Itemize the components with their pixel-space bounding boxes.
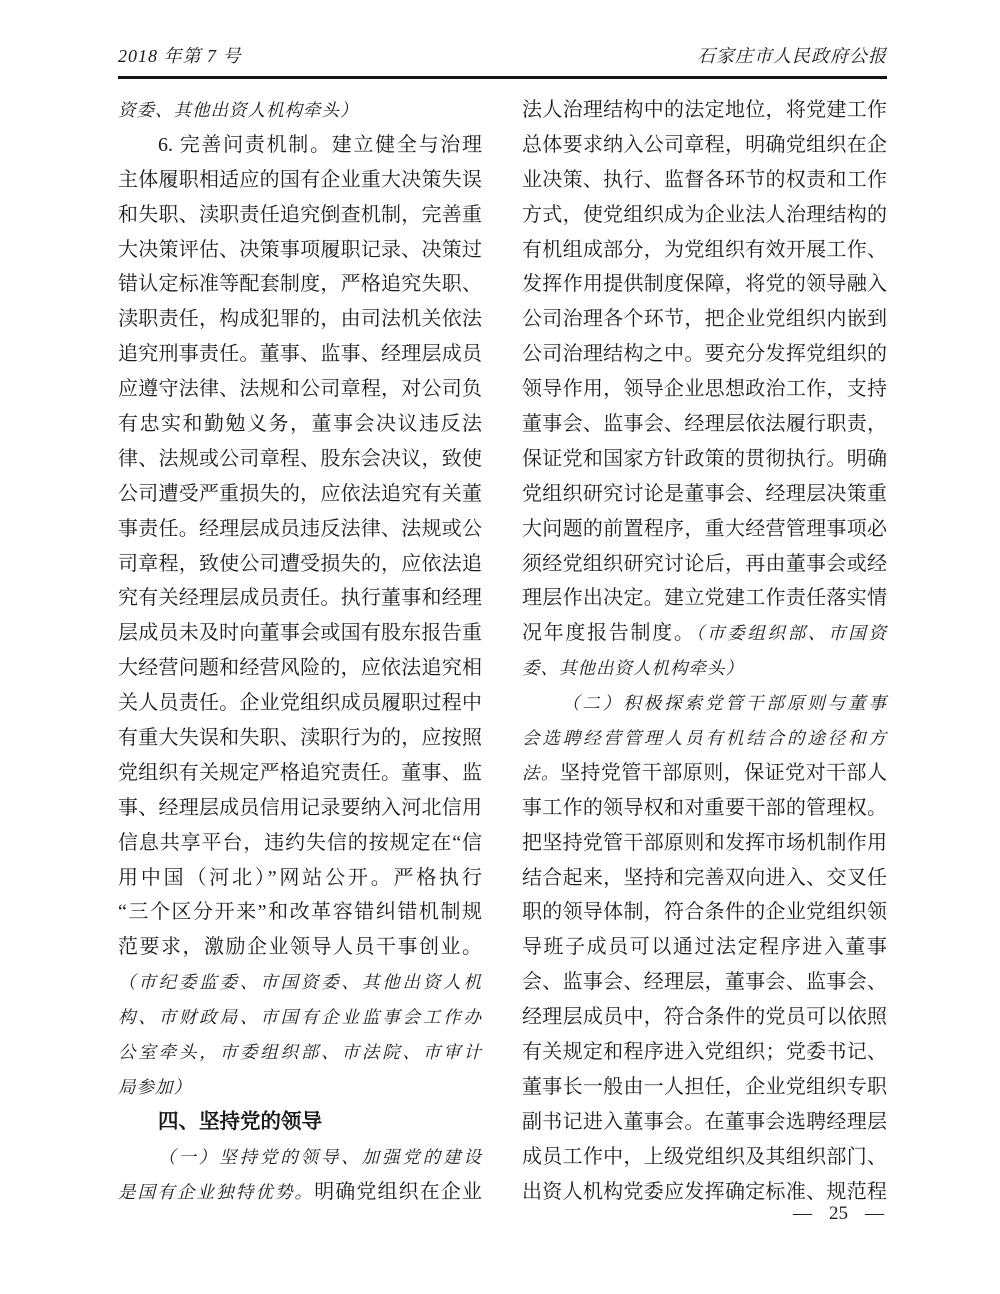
- text-segment: 有关规定和程序进入党组织；党委书记、: [522, 1041, 887, 1064]
- text-segment: 把坚持党管干部原则和发挥市场机制作用: [522, 831, 887, 854]
- text-segment: 大经营问题和经营风险的，应依法追究相: [118, 657, 482, 680]
- text-segment: 领导作用，领导企业思想政治工作，支持: [522, 378, 887, 401]
- text-line: [522, 965, 887, 1000]
- text-segment: 理层作出决定。建立党建工作责任落实情: [522, 587, 887, 610]
- text-line: [118, 1175, 482, 1210]
- text-segment: 坚持党管干部原则，保证党对干部人: [559, 761, 888, 784]
- text-segment: 和失职、渎职责任追究倒查机制，完善重: [118, 203, 482, 226]
- text-segment: 公司遭受严重损失的，应依法追究有关董: [118, 482, 482, 505]
- text-segment: 总体要求纳入公司章程，明确党组织在企: [522, 133, 887, 156]
- text-segment: （一）坚持党的领导、加强党的建设: [158, 1146, 482, 1167]
- text-segment: 发挥作用提供制度保障，将党的领导融入: [522, 273, 887, 296]
- text-line: [118, 686, 482, 721]
- text-line: [118, 233, 482, 268]
- text-line: [118, 930, 482, 965]
- text-segment: 有忠实和勤勉义务，董事会决议违反法: [118, 413, 482, 436]
- text-line: [522, 651, 887, 686]
- text-line: [522, 372, 887, 407]
- text-segment: 事、经理层成员信用记录要纳入河北信用: [118, 796, 482, 819]
- text-segment: 公司治理结构之中。要充分发挥党组织的: [522, 343, 887, 366]
- text-line: [522, 302, 887, 337]
- text-segment: 信息共享平台，违约失信的按规定在“信: [118, 831, 482, 854]
- text-segment: 公室牵头，市委组织部、市法院、市审计: [118, 1042, 482, 1063]
- text-segment: 董事会、监事会、经理层依法履行职责，: [522, 413, 887, 436]
- text-segment: 委、其他出资人机构牵头）: [522, 658, 744, 679]
- text-segment: 四、坚持党的领导: [158, 1109, 322, 1133]
- text-segment: 明确党组织在企业: [314, 1180, 483, 1203]
- text-line: [118, 267, 482, 302]
- text-segment: （市纪委监委、市国资委、其他出资人机: [118, 972, 482, 993]
- text-segment: 党组织有关规定严格追究责任。董事、监: [118, 761, 482, 784]
- text-segment: 保证党和国家方针政策的贯彻执行。明确: [522, 447, 887, 470]
- page-number: [793, 1203, 884, 1225]
- text-line: [118, 721, 482, 756]
- text-segment: 6. 完善问责机制。建立健全与治理: [158, 133, 482, 156]
- text-segment: 主体履职相适应的国有企业重大决策失误: [118, 168, 482, 191]
- text-line: [118, 407, 482, 442]
- text-segment: 局参加）: [118, 1076, 192, 1097]
- text-segment: （二）积极探索党管干部原则与董事: [562, 693, 887, 714]
- text-line: [118, 616, 482, 651]
- text-line: [522, 616, 887, 651]
- text-line: [118, 512, 482, 547]
- text-line: [522, 337, 887, 372]
- text-line: [522, 512, 887, 547]
- page-number-value: 25: [829, 1203, 848, 1224]
- text-segment: 有机组成部分，为党组织有效开展工作、: [522, 238, 887, 261]
- text-line: [118, 442, 482, 477]
- text-segment: 律、法规或公司章程、股东会决议，致使: [118, 447, 482, 470]
- text-segment: 应遵守法律、法规和公司章程，对公司负: [118, 378, 482, 401]
- page-header: [118, 42, 887, 68]
- text-segment: 法人治理结构中的法定地位，将党建工作: [522, 99, 887, 121]
- text-line: [522, 895, 887, 930]
- text-line: [522, 930, 887, 965]
- text-segment: 错认定标准等配套制度，严格追究失职、: [118, 273, 482, 296]
- text-segment: 资委、其他出资人机构牵头）: [118, 100, 359, 120]
- text-line: [118, 302, 482, 337]
- text-segment: 出资人机构党委应发挥确定标准、规范程: [522, 1180, 887, 1203]
- text-line: [118, 337, 482, 372]
- text-segment: 须经党组织研究讨论后，再由董事会或经: [522, 552, 887, 575]
- text-segment: 大决策评估、决策事项履职记录、决策过: [118, 238, 482, 261]
- text-segment: 关人员责任。企业党组织成员履职过程中: [118, 692, 482, 715]
- text-segment: 用中国（河北）”网站公开。严格执行: [118, 866, 482, 889]
- page-number-dash-left: —: [793, 1203, 812, 1224]
- text-line: [118, 1000, 482, 1035]
- text-line: [522, 861, 887, 896]
- text-line: [522, 791, 887, 826]
- text-line: [522, 547, 887, 582]
- text-line: [118, 1070, 482, 1105]
- text-segment: 究有关经理层成员责任。执行董事和经理: [118, 587, 482, 610]
- text-segment: 会选聘经营管理人员有机结合的途径和方: [522, 728, 887, 749]
- text-line: [118, 756, 482, 791]
- publication-title: 石家庄市人民政府公报: [697, 46, 887, 66]
- text-line: [118, 163, 482, 198]
- text-line: [118, 791, 482, 826]
- text-line: [118, 826, 482, 861]
- text-line: [522, 93, 887, 128]
- left-column: [118, 93, 482, 1210]
- text-line: [118, 651, 482, 686]
- text-line: [522, 721, 887, 756]
- text-segment: 司章程，致使公司遭受损失的，应依法追: [118, 552, 482, 575]
- text-segment: 方式，使党组织成为企业法人治理结构的: [522, 203, 887, 226]
- issue-label: 2018 年第 7 号: [118, 46, 242, 66]
- text-line: [522, 407, 887, 442]
- text-segment: 范要求，激励企业领导人员干事创业。: [118, 936, 482, 959]
- text-segment: 是国有企业独特优势。: [118, 1181, 315, 1202]
- text-line: [522, 686, 887, 721]
- text-line: [118, 1140, 482, 1175]
- text-line: [522, 233, 887, 268]
- text-line: [118, 547, 482, 582]
- text-line: [522, 442, 887, 477]
- text-segment: 成员工作中，上级党组织及其组织部门、: [522, 1145, 887, 1168]
- text-segment: 会、监事会、经理层，董事会、监事会、: [522, 971, 887, 994]
- text-line: [522, 198, 887, 233]
- text-segment: 业决策、执行、监督各环节的权责和工作: [522, 168, 887, 191]
- text-line: [522, 267, 887, 302]
- text-line: [118, 93, 482, 128]
- text-segment: 事责任。经理层成员违反法律、法规或公: [118, 517, 482, 540]
- text-line: [522, 1000, 887, 1035]
- text-segment: 公司治理各个环节，把企业党组织内嵌到: [522, 308, 887, 331]
- text-line: [118, 372, 482, 407]
- text-segment: “三个区分开来”和改革容错纠错机制规: [118, 901, 482, 924]
- text-line: [522, 1140, 887, 1175]
- text-segment: 层成员未及时向董事会或国有股东报告重: [118, 622, 482, 645]
- text-line: [522, 163, 887, 198]
- text-line: [522, 1105, 887, 1140]
- text-line: [118, 477, 482, 512]
- text-line: [522, 826, 887, 861]
- text-segment: 经理层成员中，符合条件的党员可以依照: [522, 1006, 887, 1029]
- page-number-dash-right: —: [865, 1203, 884, 1224]
- text-line: [118, 1035, 482, 1070]
- text-segment: 况年度报告制度。: [522, 622, 696, 645]
- text-segment: 事工作的领导权和对重要干部的管理权。: [522, 796, 887, 819]
- text-line: [118, 581, 482, 616]
- text-segment: 有重大失误和失职、渎职行为的，应按照: [118, 727, 482, 750]
- text-line: [118, 861, 482, 896]
- text-segment: 法。: [522, 762, 560, 783]
- text-line: [522, 128, 887, 163]
- text-line: [118, 1105, 482, 1140]
- text-segment: 职的领导体制，符合条件的企业党组织领: [522, 901, 887, 924]
- text-segment: 党组织研究讨论是董事会、经理层决策重: [522, 482, 887, 505]
- text-line: [522, 581, 887, 616]
- text-line: [118, 128, 482, 163]
- text-line: [118, 198, 482, 233]
- right-column: [522, 93, 887, 1210]
- text-segment: 渎职责任，构成犯罪的，由司法机关依法: [118, 308, 482, 331]
- text-line: [522, 1070, 887, 1105]
- text-segment: 导班子成员可以通过法定程序进入董事: [522, 936, 887, 959]
- text-segment: 结合起来，坚持和完善双向进入、交叉任: [522, 866, 887, 889]
- text-segment: 董事长一般由一人担任，企业党组织专职: [522, 1075, 887, 1098]
- header-rule: [118, 76, 887, 79]
- text-line: [522, 756, 887, 791]
- text-segment: （市委组织部、市国资: [695, 623, 888, 644]
- text-line: [522, 1035, 887, 1070]
- text-segment: 构、市财政局、市国有企业监事会工作办: [118, 1007, 482, 1028]
- text-segment: 追究刑事责任。董事、监事、经理层成员: [118, 343, 482, 366]
- text-segment: 副书记进入董事会。在董事会选聘经理层: [522, 1110, 887, 1133]
- text-line: [118, 895, 482, 930]
- text-segment: 大问题的前置程序，重大经营管理事项必: [522, 517, 887, 540]
- text-line: [118, 965, 482, 1000]
- text-line: [522, 477, 887, 512]
